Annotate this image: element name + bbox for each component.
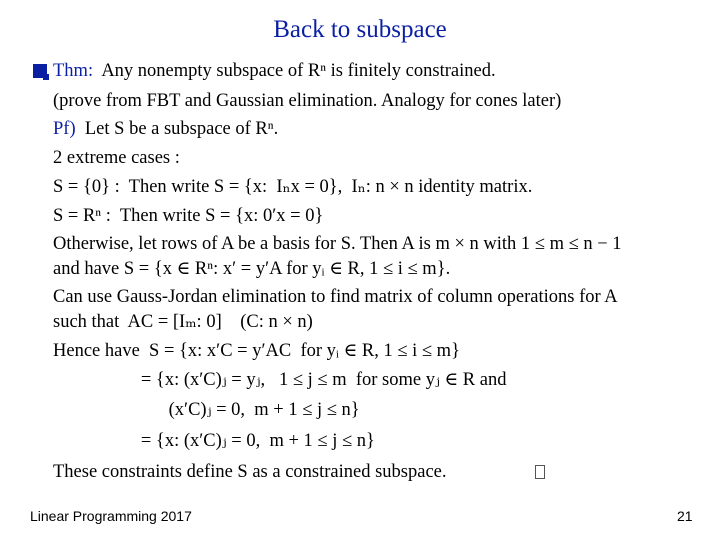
thm-text: Any nonempty subspace of Rⁿ is finitely constrained.	[93, 61, 496, 81]
text-line-5: S = Rⁿ : Then write S = {x: 0′x = 0}	[53, 206, 324, 226]
text-line-12: (x′C)ⱼ = 0, m + 1 ≤ j ≤ n}	[53, 400, 360, 420]
proof-line	[53, 118, 278, 140]
theorem-line	[53, 60, 496, 82]
text-line-6: Otherwise, let rows of A be a basis for S. Then A is m × n with 1 ≤ m ≤ n − 1	[53, 234, 622, 254]
text-line-7: and have S = {x ∈ Rⁿ: x′ = y′A for yᵢ ∈ R, 1 ≤ i ≤ m}.	[53, 259, 451, 279]
bullet-icon	[33, 64, 47, 78]
text-line-1: (prove from FBT and Gaussian elimination. Analogy for cones later)	[53, 91, 562, 111]
text-line-4: S = {0} : Then write S = {x: Iₙx = 0}, Iₙ: n × n identity matrix.	[53, 177, 533, 197]
text-line-3: 2 extreme cases :	[53, 148, 180, 168]
qed-box-icon	[535, 465, 545, 479]
text-line-8: Can use Gauss-Jordan elimination to find matrix of column operations for A	[53, 287, 618, 307]
footer-course: Linear Programming 2017	[30, 508, 192, 524]
thm-label: Thm:	[53, 61, 94, 81]
text-line-10: Hence have S = {x: x′C = y′AC for yᵢ ∈ R, 1 ≤ i ≤ m}	[53, 341, 460, 361]
pf-label: Pf)	[53, 119, 76, 139]
slide-title: Back to subspace	[273, 16, 447, 43]
page-number: 21	[677, 508, 693, 524]
proof-text: Let S be a subspace of Rⁿ.	[75, 119, 279, 139]
text-line-11: = {x: (x′C)ⱼ = yⱼ, 1 ≤ j ≤ m for some yⱼ ∈ R and	[53, 370, 507, 390]
text-line-13: = {x: (x′C)ⱼ = 0, m + 1 ≤ j ≤ n}	[53, 431, 375, 451]
text-line-9: such that AC = [Iₘ: 0] (C: n × n)	[53, 312, 313, 332]
text-line-14: These constraints define S as a constrained subspace.	[53, 462, 447, 482]
